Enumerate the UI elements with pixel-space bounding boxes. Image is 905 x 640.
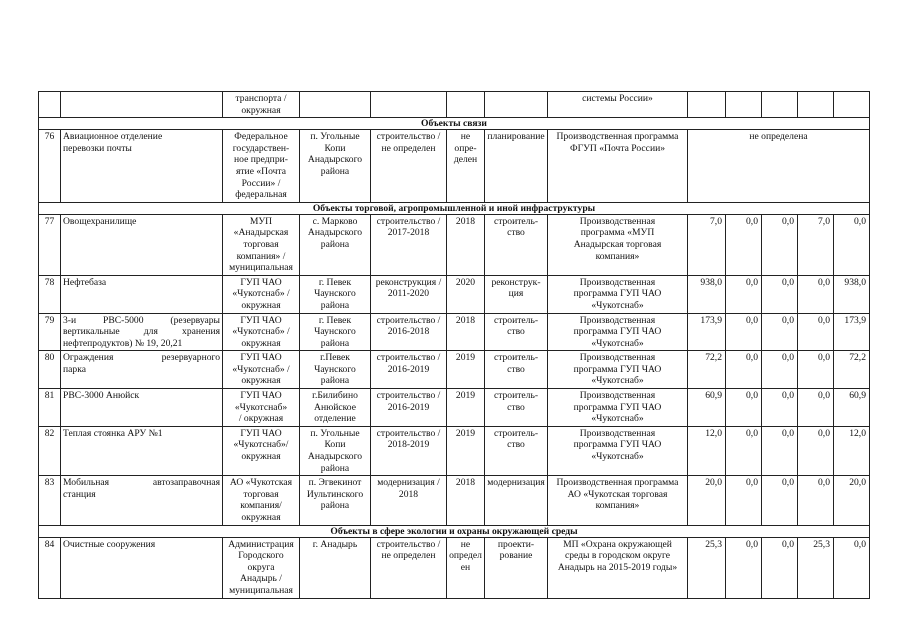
- table-row: [39, 313, 870, 351]
- cell-line: ное предпри-: [234, 154, 288, 166]
- cell-line: перевозки почты: [63, 142, 132, 154]
- cell-line: строительство /: [376, 131, 441, 143]
- cell-no: [39, 92, 61, 118]
- cell-line: ГУП ЧАО: [240, 352, 282, 364]
- cell-line: строительство /: [376, 352, 441, 364]
- cell-line: окружная: [241, 375, 281, 387]
- cell-v4: 25,3: [798, 537, 834, 598]
- cell-line: 2016-2018: [387, 326, 430, 338]
- cell-type-term: [371, 351, 447, 389]
- cell-owner: [223, 351, 300, 389]
- cell-owner: [223, 476, 300, 525]
- cell-line: Чаунского: [314, 326, 356, 338]
- section-header-trade: [39, 202, 870, 214]
- cell-no: 84: [39, 537, 61, 598]
- cell-line: строитель-: [493, 427, 539, 439]
- cell-line: Производственная: [579, 276, 656, 288]
- cell-line: парка: [63, 363, 86, 375]
- cell-program: [548, 426, 688, 475]
- cell-year: [447, 476, 485, 525]
- cell-line: МП «Охрана окружающей: [563, 538, 672, 550]
- cell-line: «Анадырская: [233, 227, 289, 239]
- section-header-ecology: [39, 525, 870, 537]
- cell-v4: 0,0: [798, 275, 834, 313]
- cell-line: окружная: [241, 512, 281, 523]
- cell-v4: 0,0: [798, 426, 834, 475]
- cell-line: района: [320, 337, 350, 349]
- cell-no: 80: [39, 351, 61, 389]
- cell-name: [61, 537, 223, 598]
- cell-line: не: [460, 538, 471, 550]
- cell-line: Городского: [238, 550, 284, 562]
- cell-line: ство: [507, 227, 525, 239]
- cell-v3: 0,0: [762, 351, 798, 389]
- cell-line: не определен: [381, 550, 436, 562]
- cell-owner: [223, 313, 300, 351]
- cell-line: Производственная программа: [556, 477, 679, 489]
- cell-no: 79: [39, 313, 61, 351]
- cell-line: г. Анадырь: [312, 538, 358, 550]
- cell-type-term: [371, 275, 447, 313]
- cell-v3: 0,0: [762, 313, 798, 351]
- cell-type-term: [371, 476, 447, 525]
- cell-line: / окружная: [238, 413, 284, 425]
- cell-line: торговая: [243, 488, 279, 500]
- cell-stage: [485, 389, 548, 427]
- cell-v2: 0,0: [726, 426, 762, 475]
- cell-line: ство: [507, 363, 525, 375]
- continuation-row: [39, 92, 870, 118]
- cell-line: определ: [449, 550, 482, 562]
- cell-line: транспорта /: [235, 93, 287, 104]
- section-header-communications: [39, 118, 870, 130]
- cell-owner: [223, 92, 300, 118]
- cell-line: Анадырь /: [240, 573, 282, 585]
- table-row: [39, 476, 870, 525]
- cell-line: строительство /: [376, 390, 441, 402]
- cell-line: Копи: [324, 439, 346, 451]
- cell-no: 83: [39, 476, 61, 525]
- cell-owner: [223, 389, 300, 427]
- cell-no: 78: [39, 275, 61, 313]
- cell-owner: [223, 130, 300, 203]
- cell-line: «Чукотснаб» /: [232, 363, 290, 375]
- cell-line: не опре-: [454, 131, 477, 154]
- cell-year: [447, 275, 485, 313]
- cell-line: окружная: [241, 104, 281, 116]
- cell-line: ство: [507, 439, 525, 451]
- cell-line: ция: [508, 288, 524, 300]
- cell-v4: 0,0: [798, 389, 834, 427]
- cell-v1: 72,2: [688, 351, 726, 389]
- cell-v2: [726, 92, 762, 118]
- cell-line: района: [320, 375, 350, 387]
- cell-line: федеральная: [235, 189, 287, 201]
- cell-line: России» /: [241, 177, 281, 189]
- cell-line: района: [320, 165, 350, 177]
- cell-stage: [485, 313, 548, 351]
- cell-line: Анюйское: [314, 401, 356, 413]
- cell-line: Анадырь на 2015-2019 годы»: [557, 561, 678, 573]
- cell-line: Производственная: [579, 352, 656, 364]
- cell-line: 2016-2019: [387, 401, 430, 413]
- cell-v3: [762, 92, 798, 118]
- cell-line: «Чукотснаб»: [234, 401, 288, 413]
- cell-line: окружная: [241, 337, 281, 349]
- cell-program: [548, 537, 688, 598]
- cell-line: Производственная программа: [556, 131, 679, 143]
- cell-line: РВС-3000 Анюйск: [63, 390, 140, 402]
- cell-line: государствен-: [232, 142, 290, 154]
- cell-line: «Чукотснаб»: [591, 413, 644, 425]
- cell-no: 82: [39, 426, 61, 475]
- cell-year: [447, 389, 485, 427]
- cell-line: строитель-: [493, 215, 539, 227]
- cell-v5: 20,0: [834, 476, 870, 525]
- cell-location: [300, 214, 371, 275]
- cell-line: Чаунского: [314, 363, 356, 375]
- cell-line: Администрация: [228, 538, 294, 550]
- cell-line: программа ГУП ЧАО: [573, 288, 662, 300]
- cell-line: модернизация /: [377, 477, 440, 489]
- cell-v5: [834, 92, 870, 118]
- cell-line: муниципальная: [229, 584, 293, 596]
- cell-v3: 0,0: [762, 537, 798, 598]
- cell-v4: [798, 92, 834, 118]
- cell-line: муниципальная: [229, 262, 293, 274]
- cell-line: строитель-: [493, 390, 539, 402]
- cell-v5: 0,0: [834, 537, 870, 598]
- cell-line: Анадырская торговая: [573, 238, 662, 250]
- investment-objects-table: [38, 91, 870, 599]
- cell-line: г. Певек: [318, 276, 352, 288]
- cell-line: компания» /: [236, 250, 286, 262]
- cell-line: района: [320, 462, 350, 474]
- cell-name: [61, 313, 223, 351]
- cell-v3: 0,0: [762, 214, 798, 275]
- cell-line: Теплая стоянка АРУ №1: [63, 427, 163, 439]
- cell-stage: [485, 351, 548, 389]
- cell-line: нефтепродуктов) № 19, 20,21: [63, 337, 183, 349]
- cell-v4: 0,0: [798, 313, 834, 351]
- section-title: Объекты связи: [39, 118, 870, 130]
- cell-v5: 0,0: [834, 214, 870, 275]
- cell-v3: 0,0: [762, 275, 798, 313]
- cell-v1: 938,0: [688, 275, 726, 313]
- cell-type-term: [371, 313, 447, 351]
- cell-owner: [223, 426, 300, 475]
- cell-line: строитель-: [493, 314, 539, 326]
- cell-line: станция: [63, 488, 96, 500]
- cell-line: Производственная: [579, 390, 656, 402]
- cell-year: [447, 351, 485, 389]
- cell-line: реконструк-: [491, 276, 541, 288]
- cell-v2: 0,0: [726, 476, 762, 525]
- cell-line: Федеральное: [234, 131, 288, 143]
- cell-location: [300, 476, 371, 525]
- cell-line: п. Угольные: [310, 131, 360, 143]
- table-row: [39, 214, 870, 275]
- cell-owner: [223, 275, 300, 313]
- cell-stage: [485, 130, 548, 203]
- cell-type-term: [371, 214, 447, 275]
- cell-line: вертикальные для хранения: [63, 326, 220, 338]
- cell-program: [548, 389, 688, 427]
- cell-v1: 20,0: [688, 476, 726, 525]
- cell-line: Анадырского: [307, 227, 363, 239]
- cell-year: [447, 537, 485, 598]
- cell-location: [300, 130, 371, 203]
- cell-line: компания»: [595, 250, 640, 262]
- cell-year: [447, 92, 485, 118]
- cell-stage: [485, 537, 548, 598]
- cell-line: 2018: [398, 488, 419, 500]
- cell-line: с. Марково: [312, 215, 358, 227]
- cell-line: 2019: [455, 427, 476, 439]
- cell-stage: [485, 214, 548, 275]
- cell-type-term: [371, 389, 447, 427]
- cell-line: системы России»: [582, 93, 653, 104]
- cell-name: [61, 275, 223, 313]
- cell-line: района: [320, 238, 350, 250]
- cell-no: 77: [39, 214, 61, 275]
- cell-program: [548, 275, 688, 313]
- cell-line: «Чукотснаб» /: [232, 326, 290, 338]
- cell-no: 81: [39, 389, 61, 427]
- cell-v4: 7,0: [798, 214, 834, 275]
- cell-type-term: [371, 426, 447, 475]
- cell-line: Чаунского: [314, 288, 356, 300]
- cell-v5: 60,9: [834, 389, 870, 427]
- table-row: [39, 351, 870, 389]
- cell-name: [61, 476, 223, 525]
- cell-program: [548, 476, 688, 525]
- cell-v2: 0,0: [726, 313, 762, 351]
- cell-line: 2020: [455, 276, 476, 288]
- cell-v1: 60,9: [688, 389, 726, 427]
- table-row: [39, 426, 870, 475]
- cell-v2: 0,0: [726, 214, 762, 275]
- cell-line: «Чукотснаб» /: [232, 288, 290, 300]
- cell-line: Ограждения резервуарного: [63, 352, 220, 364]
- cell-line: г.Певек: [320, 352, 350, 364]
- cell-line: Овощехранилище: [63, 215, 137, 227]
- cell-program: [548, 214, 688, 275]
- cell-v5: 938,0: [834, 275, 870, 313]
- cell-v2: 0,0: [726, 275, 762, 313]
- cell-program: [548, 351, 688, 389]
- cell-stage: [485, 476, 548, 525]
- cell-line: 2019: [455, 390, 476, 402]
- cell-v5: 173,9: [834, 313, 870, 351]
- cell-location: [300, 313, 371, 351]
- document-page: [38, 91, 869, 599]
- cell-line: строитель-: [493, 352, 539, 364]
- cell-line: 2018-2019: [387, 439, 430, 451]
- cell-line: г.Билибино: [312, 390, 358, 402]
- cell-line: 2011-2020: [387, 288, 430, 300]
- cell-year: [447, 214, 485, 275]
- cell-line: строительство /: [376, 314, 441, 326]
- cell-v5: 72,2: [834, 351, 870, 389]
- cell-line: модернизация: [487, 477, 545, 489]
- cell-v1: 25,3: [688, 537, 726, 598]
- cell-v1: 173,9: [688, 313, 726, 351]
- cell-line: компания/: [240, 500, 282, 512]
- cell-year: [447, 426, 485, 475]
- cell-no: 76: [39, 130, 61, 203]
- cell-year: [447, 130, 485, 203]
- cell-line: торговая: [243, 238, 279, 250]
- cell-line: 3-и РВС-5000 (резервуары: [63, 314, 220, 326]
- cell-line: Мобильная автозаправочная: [63, 477, 220, 489]
- cell-line: 2018: [455, 477, 476, 489]
- cell-line: ство: [507, 326, 525, 338]
- cell-v3: 0,0: [762, 426, 798, 475]
- cell-line: ство: [507, 401, 525, 413]
- cell-line: строительство /: [376, 215, 441, 227]
- cell-line: «Чукотснаб»: [591, 375, 644, 387]
- cell-year: [447, 313, 485, 351]
- cell-line: 2019: [455, 352, 476, 364]
- cell-line: МУП: [249, 215, 273, 227]
- cell-line: окружная: [241, 299, 281, 311]
- cell-line: реконструкция /: [375, 276, 442, 288]
- cell-line: Анадырского: [307, 451, 363, 463]
- cell-program: [548, 92, 688, 118]
- cell-line: Копи: [324, 142, 346, 154]
- cell-line: 2018: [455, 314, 476, 326]
- cell-line: Производственная: [579, 427, 656, 439]
- cell-funding-note: не определена: [688, 130, 870, 203]
- cell-line: АО «Чукотская торговая: [567, 488, 668, 500]
- cell-program: [548, 313, 688, 351]
- cell-line: строительство /: [376, 538, 441, 550]
- cell-line: ГУП ЧАО: [240, 276, 282, 288]
- cell-line: делен: [453, 154, 478, 166]
- cell-type-term: [371, 92, 447, 118]
- cell-line: программа ГУП ЧАО: [573, 363, 662, 375]
- cell-line: проекти-: [497, 538, 535, 550]
- table-row: [39, 537, 870, 598]
- cell-stage: [485, 92, 548, 118]
- cell-line: программа ГУП ЧАО: [573, 401, 662, 413]
- cell-name: [61, 214, 223, 275]
- cell-line: района: [320, 299, 350, 311]
- cell-line: Иультинского: [306, 488, 364, 500]
- cell-line: 2017-2018: [387, 227, 430, 239]
- cell-line: АО «Чукотская: [229, 477, 293, 489]
- cell-type-term: [371, 130, 447, 203]
- cell-name: [61, 351, 223, 389]
- cell-line: 2016-2019: [387, 363, 430, 375]
- cell-line: среды в городском округе: [564, 550, 671, 562]
- cell-line: ФГУП «Почта России»: [569, 142, 666, 154]
- cell-line: округа: [247, 561, 275, 573]
- cell-location: [300, 92, 371, 118]
- cell-owner: [223, 214, 300, 275]
- cell-line: Нефтебаза: [63, 276, 107, 288]
- cell-line: Анадырского: [307, 154, 363, 166]
- cell-location: [300, 275, 371, 313]
- cell-line: Авиационное отделение: [63, 131, 163, 143]
- cell-location: [300, 537, 371, 598]
- cell-line: г. Певек: [318, 314, 352, 326]
- cell-location: [300, 389, 371, 427]
- cell-line: «Чукотснаб»/: [233, 439, 289, 451]
- cell-v1: 12,0: [688, 426, 726, 475]
- cell-name: [61, 130, 223, 203]
- table-row: [39, 130, 870, 203]
- cell-v3: 0,0: [762, 476, 798, 525]
- cell-line: ГУП ЧАО: [240, 390, 282, 402]
- cell-line: компания»: [595, 500, 640, 512]
- cell-line: отделение: [314, 413, 356, 425]
- cell-line: планирование: [487, 131, 545, 143]
- table-row: [39, 275, 870, 313]
- cell-v3: 0,0: [762, 389, 798, 427]
- cell-stage: [485, 426, 548, 475]
- cell-line: района: [320, 500, 350, 512]
- cell-name: [61, 92, 223, 118]
- cell-line: рование: [499, 550, 533, 562]
- cell-v1: 7,0: [688, 214, 726, 275]
- cell-line: окружная: [241, 451, 281, 463]
- cell-stage: [485, 275, 548, 313]
- table-row: [39, 389, 870, 427]
- cell-v2: 0,0: [726, 537, 762, 598]
- cell-line: строительство /: [376, 427, 441, 439]
- cell-line: Очистные сооружения: [63, 538, 156, 550]
- cell-line: 2018: [455, 215, 476, 227]
- cell-location: [300, 426, 371, 475]
- cell-name: [61, 389, 223, 427]
- cell-line: «Чукотснаб»: [591, 451, 644, 463]
- cell-program: [548, 130, 688, 203]
- cell-line: «Чукотснаб»: [591, 299, 644, 311]
- cell-v4: 0,0: [798, 476, 834, 525]
- cell-name: [61, 426, 223, 475]
- cell-line: Производственная: [579, 215, 656, 227]
- cell-owner: [223, 537, 300, 598]
- cell-line: ятие «Почта: [235, 165, 287, 177]
- cell-line: не определен: [381, 142, 436, 154]
- cell-line: программа ГУП ЧАО: [573, 326, 662, 338]
- cell-line: п. Угольные: [310, 427, 360, 439]
- cell-line: ГУП ЧАО: [240, 427, 282, 439]
- cell-v4: 0,0: [798, 351, 834, 389]
- cell-line: п. Эгвекинот: [308, 477, 362, 489]
- cell-line: ен: [460, 561, 471, 573]
- cell-v2: 0,0: [726, 351, 762, 389]
- cell-v2: 0,0: [726, 389, 762, 427]
- cell-location: [300, 351, 371, 389]
- section-title: Объекты торговой, агропромышленной и иной инфраструктуры: [39, 202, 870, 214]
- section-title: Объекты в сфере экологии и охраны окружающей среды: [39, 525, 870, 537]
- cell-line: программа ГУП ЧАО: [573, 439, 662, 451]
- cell-v1: [688, 92, 726, 118]
- cell-v5: 12,0: [834, 426, 870, 475]
- cell-line: ГУП ЧАО: [240, 314, 282, 326]
- cell-line: Производственная: [579, 314, 656, 326]
- cell-type-term: [371, 537, 447, 598]
- cell-line: «Чукотснаб»: [591, 337, 644, 349]
- cell-line: программа «МУП: [580, 227, 655, 239]
